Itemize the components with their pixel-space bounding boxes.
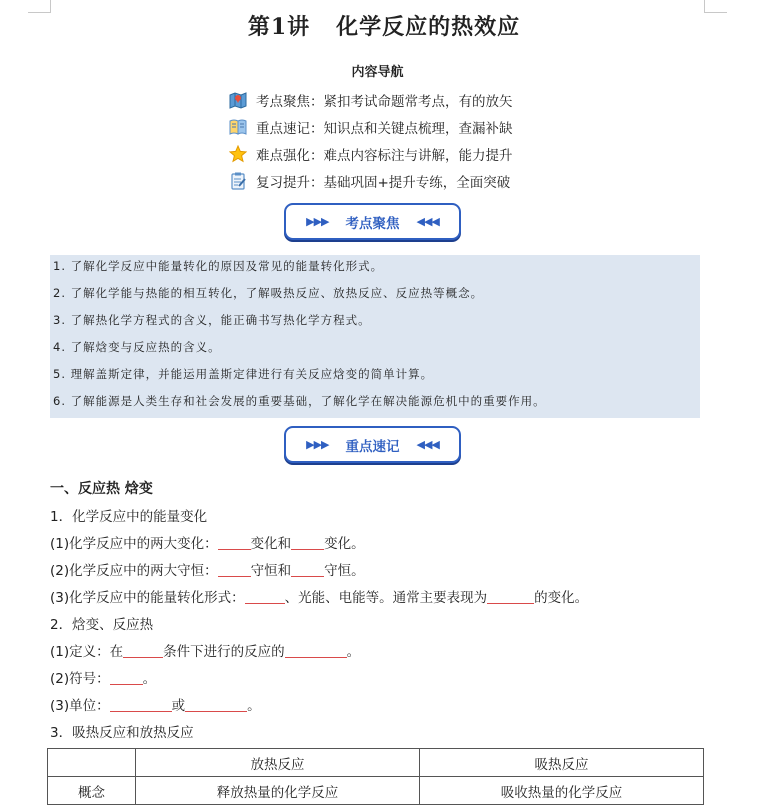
star-icon	[228, 145, 248, 163]
answer-blank[interactable]	[110, 697, 172, 712]
line-text: 守恒和	[250, 563, 292, 579]
banner-focus-label: 考点聚焦	[345, 215, 400, 232]
line-text: 条件下进行的反应的	[163, 644, 285, 660]
answer-blank[interactable]	[285, 643, 347, 658]
fill-line-3	[50, 586, 588, 606]
line-text: 。	[346, 644, 361, 660]
section-heading: 一、反应热 焓变	[50, 481, 153, 497]
nav-item-label: 重点速记：知识点和关键点梳理，查漏补缺	[256, 120, 513, 137]
title-topic: 化学反应的热效应	[336, 14, 521, 40]
learning-goals-box	[50, 255, 700, 418]
table-header-row	[48, 749, 704, 777]
nav-item-label: 考点聚焦：紧扣考试命题常考点，有的放矢	[256, 93, 513, 110]
line-text: (3)单位：	[50, 698, 110, 714]
answer-blank[interactable]	[218, 562, 251, 577]
banner-notes-label: 重点速记	[345, 438, 400, 455]
answer-blank[interactable]	[245, 589, 285, 604]
arrows-left-icon: ◀◀◀	[416, 215, 439, 228]
subheading-energy-change: 1．化学反应中的能量变化	[50, 509, 208, 525]
table-header-cell: 吸热反应	[420, 749, 704, 777]
answer-blank[interactable]	[185, 697, 247, 712]
line-text: 的变化。	[534, 590, 589, 606]
content-nav-title: 内容导航	[351, 65, 404, 80]
arrows-right-icon: ▶▶▶	[306, 215, 329, 228]
line-text: 守恒。	[324, 563, 365, 579]
line-text: 、光能、电能等。通常主要表现为	[284, 590, 488, 606]
subheading-reactions: 3．吸热反应和放热反应	[50, 725, 194, 741]
table-cell: 释放热量的化学反应	[136, 777, 420, 805]
map-icon	[228, 91, 248, 109]
goal-item: 5. 理解盖斯定律，并能运用盖斯定律进行有关反应焓变的简单计算。	[53, 367, 434, 381]
document-title	[0, 10, 768, 41]
line-text: (2)化学反应中的两大守恒：	[50, 563, 218, 579]
arrows-left-icon: ◀◀◀	[416, 438, 439, 451]
line-text: 变化和	[250, 536, 292, 552]
answer-blank[interactable]	[110, 670, 143, 685]
banner-notes	[284, 426, 461, 463]
subheading-enthalpy: 2．焓变、反应热	[50, 617, 154, 633]
answer-blank[interactable]	[291, 562, 324, 577]
book-icon	[228, 118, 248, 136]
title-lecture-number: 第1讲	[247, 14, 311, 40]
nav-item-focus	[228, 86, 513, 113]
table-cell: 吸收热量的化学反应	[420, 777, 704, 805]
arrows-right-icon: ▶▶▶	[306, 438, 329, 451]
answer-blank[interactable]	[218, 535, 251, 550]
table-cell: 概念	[48, 777, 136, 805]
line-text: (1)定义：在	[50, 644, 124, 660]
clipboard-icon	[228, 172, 248, 190]
answer-blank[interactable]	[291, 535, 324, 550]
fill-line-unit	[50, 694, 261, 714]
fill-line-2	[50, 559, 365, 579]
content-nav-list	[228, 86, 513, 194]
line-text: 变化。	[324, 536, 365, 552]
nav-item-review	[228, 167, 513, 194]
goal-item: 2. 了解化学能与热能的相互转化，了解吸热反应、放热反应、反应热等概念。	[53, 286, 484, 300]
line-text: 或	[171, 698, 186, 714]
goal-item: 3. 了解热化学方程式的含义，能正确书写热化学方程式。	[53, 313, 371, 327]
line-text: (3)化学反应中的能量转化形式：	[50, 590, 245, 606]
line-text: 。	[142, 671, 157, 687]
table-row	[48, 777, 704, 805]
answer-blank[interactable]	[123, 643, 163, 658]
nav-item-label: 难点强化：难点内容标注与讲解，能力提升	[256, 147, 513, 164]
banner-focus	[284, 203, 461, 240]
answer-blank[interactable]	[487, 589, 534, 604]
fill-line-definition	[50, 640, 360, 660]
goal-item: 6. 了解能源是人类生存和社会发展的重要基础，了解化学在解决能源危机中的重要作用。	[53, 394, 546, 408]
line-text: (2)符号：	[50, 671, 110, 687]
line-text: (1)化学反应中的两大变化：	[50, 536, 218, 552]
reaction-comparison-table	[47, 748, 704, 805]
goal-item: 1. 了解化学反应中能量转化的原因及常见的能量转化形式。	[53, 259, 384, 273]
fill-line-symbol	[50, 667, 156, 687]
nav-item-difficulty	[228, 140, 513, 167]
nav-item-notes	[228, 113, 513, 140]
line-text: 。	[247, 698, 261, 714]
table-header-cell	[48, 749, 136, 777]
fill-line-1	[50, 532, 365, 552]
goal-item: 4. 了解焓变与反应热的含义。	[53, 340, 221, 354]
table-header-cell: 放热反应	[136, 749, 420, 777]
nav-item-label: 复习提升：基础巩固+提升专练，全面突破	[256, 174, 511, 191]
